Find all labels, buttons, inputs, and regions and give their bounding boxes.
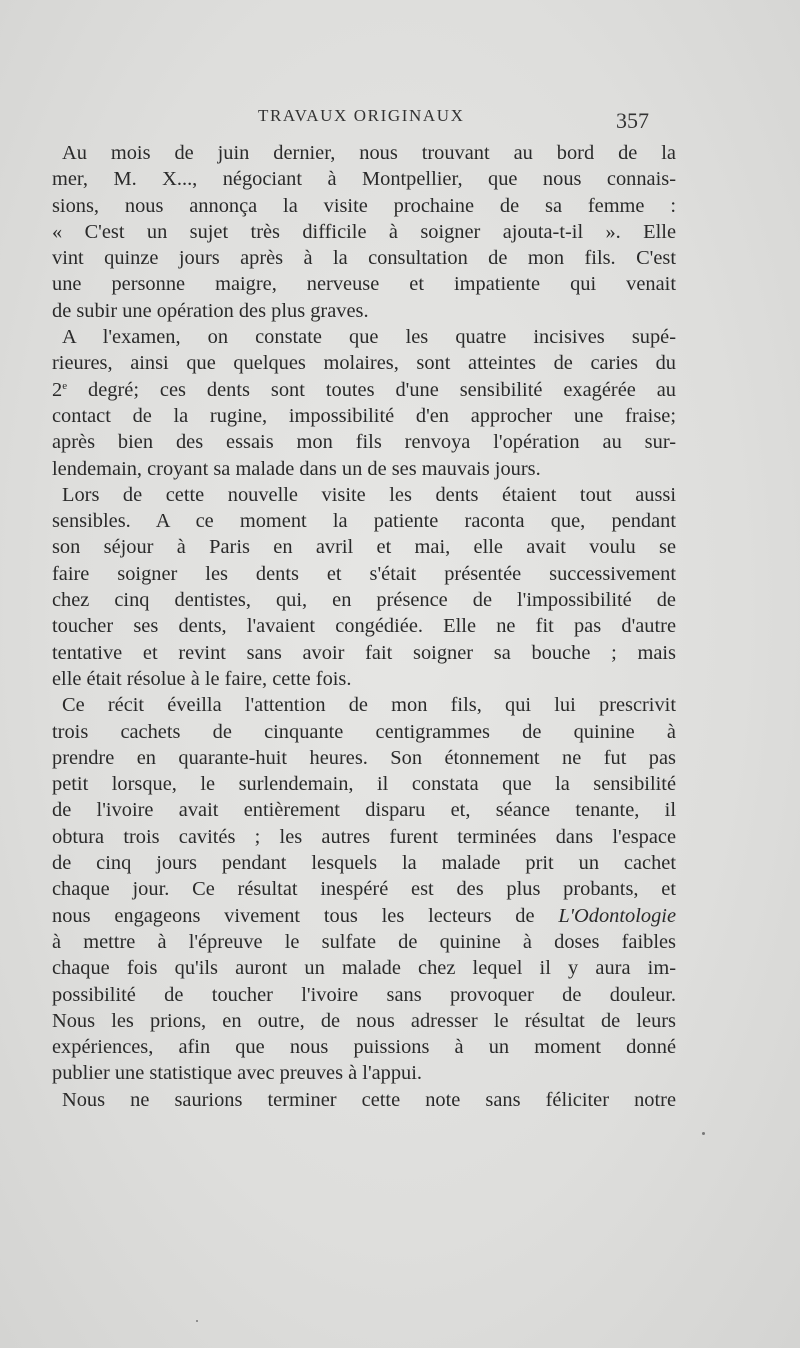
line-text: chaque fois qu'ils auront un malade chez lequel il y aura im-: [52, 957, 676, 980]
text-line: [52, 850, 676, 876]
line-text: chez cinq dentistes, qui, en présence de l'impossibilité de: [52, 589, 676, 612]
text-line: [52, 797, 676, 823]
line-text: contact de la rugine, impossibilité d'en approcher une fraise;: [52, 404, 676, 427]
line-text: chaque jour. Ce résultat inespéré est des plus probants, et: [52, 878, 676, 901]
text-line: [52, 982, 676, 1008]
text-line: [52, 1034, 676, 1060]
line-text: vint quinze jours après à la consultation de mon fils. C'est: [52, 247, 676, 270]
line-text: de l'ivoire avait entièrement disparu et, séance tenante, il: [52, 799, 676, 822]
text-line: [52, 929, 676, 955]
text-line: [52, 613, 676, 639]
line-text: trois cachets de cinquante centigrammes de quinine à: [52, 720, 676, 743]
text-line: [52, 219, 676, 245]
text-line: [52, 245, 676, 271]
line-text: de cinq jours pendant lesquels la malade prit un cachet: [52, 852, 676, 875]
line-text: publier une statistique avec preuves à l'appui.: [52, 1062, 423, 1085]
line-text: rieures, ainsi que quelques molaires, sont atteintes de caries du: [52, 352, 676, 375]
text-line: [52, 298, 676, 324]
text-line: [52, 140, 676, 166]
text-line: [52, 350, 676, 376]
body-text: [52, 140, 676, 1113]
text-line: [52, 903, 676, 929]
ordinal-number: 2: [52, 378, 63, 401]
text-line: [52, 456, 676, 482]
line-text: son séjour à Paris en avril et mai, elle avait voulu se: [52, 536, 676, 559]
line-text: Ce récit éveilla l'attention de mon fils, qui lui prescrivit: [62, 694, 676, 717]
line-text: elle était résolue à le faire, cette fois.: [52, 667, 352, 690]
line-text: toucher ses dents, l'avaient congédiée. Elle ne fit pas d'autre: [52, 615, 676, 638]
line-text: « C'est un sujet très difficile à soigner ajouta-t-il ». Elle: [52, 220, 676, 243]
line-text: lendemain, croyant sa malade dans un de ses mauvais jours.: [52, 457, 541, 480]
running-head-title: TRAVAUX ORIGINAUX: [258, 106, 465, 125]
text-line: [52, 876, 676, 902]
text-line: [52, 666, 676, 692]
journal-title: L'Odontologie: [558, 904, 676, 927]
line-text: mer, M. X..., négociant à Montpellier, que nous connais-: [52, 168, 676, 191]
line-text: petit lorsque, le surlendemain, il constata que la sensibilité: [52, 773, 676, 796]
text-line: [52, 403, 676, 429]
ordinal-superscript: e: [62, 379, 68, 392]
text-line: [52, 166, 676, 192]
text-line: [52, 482, 676, 508]
line-text: sions, nous annonça la visite prochaine de sa femme :: [52, 194, 676, 217]
text-line: [52, 955, 676, 981]
text-line: [52, 1060, 676, 1086]
text-line: [52, 324, 676, 350]
text-line: [52, 1087, 676, 1113]
line-text: prendre en quarante-huit heures. Son étonnement ne fut pas: [52, 746, 676, 769]
line-text: A l'examen, on constate que les quatre incisives supé-: [62, 326, 676, 349]
line-text: après bien des essais mon fils renvoya l'opération au sur-: [52, 431, 676, 454]
line-text: sensibles. A ce moment la patiente raconta que, pendant: [52, 510, 676, 533]
line-text: possibilité de toucher l'ivoire sans provoquer de douleur.: [52, 983, 676, 1006]
line-text: nous engageons vivement tous les lecteurs de: [52, 904, 559, 927]
text-line: [52, 429, 676, 455]
line-text: faire soigner les dents et s'était présentée successivement: [52, 562, 676, 585]
text-line: [52, 719, 676, 745]
line-text: une personne maigre, nerveuse et impatiente qui venait: [52, 273, 676, 296]
line-text: Nous ne saurions terminer cette note sans féliciter notre: [62, 1088, 676, 1111]
line-text: expériences, afin que nous puissions à un moment donné: [52, 1036, 676, 1059]
text-line: [52, 1008, 676, 1034]
text-line: [52, 824, 676, 850]
text-line: [52, 508, 676, 534]
line-text: Lors de cette nouvelle visite les dents étaient tout aussi: [62, 483, 676, 506]
paper-speck: [196, 1320, 198, 1322]
line-text: à mettre à l'épreuve le sulfate de quinine à doses faibles: [52, 930, 676, 953]
line-text: tentative et revint sans avoir fait soigner sa bouche ; mais: [52, 641, 676, 664]
running-head: [0, 104, 800, 134]
text-line: [52, 745, 676, 771]
paper-speck: [702, 1132, 705, 1135]
text-line: [52, 771, 676, 797]
page-number: 357: [616, 108, 649, 133]
text-line: [52, 692, 676, 718]
text-line: [52, 587, 676, 613]
text-line: [52, 193, 676, 219]
line-text: Au mois de juin dernier, nous trouvant au bord de la: [62, 142, 676, 164]
line-text: obtura trois cavités ; les autres furent terminées dans l'espace: [52, 825, 676, 848]
line-text: Nous les prions, en outre, de nous adresser le résultat de leurs: [52, 1009, 676, 1032]
text-line: [52, 640, 676, 666]
text-line: [52, 271, 676, 297]
text-line: [52, 377, 676, 403]
text-line: [52, 561, 676, 587]
text-line: [52, 534, 676, 560]
line-text: degré; ces dents sont toutes d'une sensibilité exagérée au: [67, 378, 676, 401]
line-text: de subir une opération des plus graves.: [52, 299, 369, 322]
